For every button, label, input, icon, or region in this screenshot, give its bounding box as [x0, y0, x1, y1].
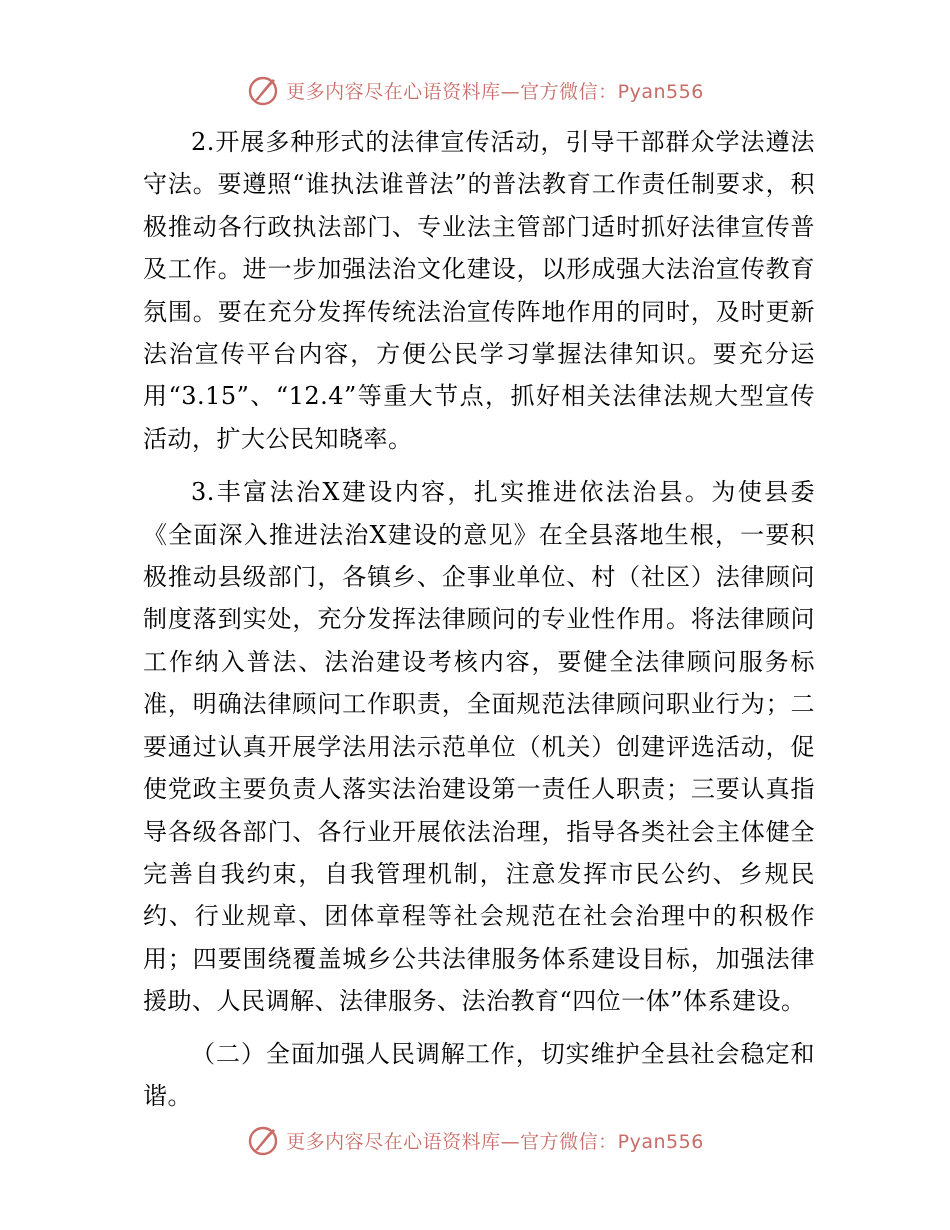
- paragraph-rule-of-law-construction: 3.丰富法治X建设内容，扎实推进依法治县。为使县委《全面深入推进法治X建设的意见》在全县落地生根，一要积极推动县级部门，各镇乡、企事业单位、村（社区）法律顾问制度落到实处，充分发挥法律顾问的专业性作用。将法律顾问工作纳入普法、法治建设考核内容，要健全法律顾问服务标准，明确法律顾问工作职责，全面规范法律顾问职业行为；二要通过认真开展学法用法示范单位（机关）创建评选活动，促使党政主要负责人落实法治建设第一责任人职责；三要认真指导各级各部门、各行业开展依法治理，指导各类社会主体健全完善自我约束，自我管理机制，注意发挥市民公约、乡规民约、行业规章、团体章程等社会规范在社会治理中的积极作用；四要围绕覆盖城乡公共法律服务体系建设目标，加强法律援助、人民调解、法律服务、法治教育“四位一体”体系建设。: [143, 478, 815, 1016]
- watermark-text: 更多内容尽在心语资料库—官方微信：Pyan556: [286, 80, 704, 103]
- pen-nib-logo-icon: [246, 72, 282, 108]
- watermark-footer: [0, 1120, 950, 1160]
- watermark-text: 更多内容尽在心语资料库—官方微信：Pyan556: [286, 1130, 704, 1153]
- paragraph-people-mediation: （二）全面加强人民调解工作，切实维护全县社会稳定和谐。: [143, 1039, 815, 1110]
- watermark-header: [0, 70, 950, 110]
- document-body: [143, 121, 815, 1117]
- pen-nib-logo-icon: [246, 1122, 282, 1158]
- paragraph-legal-publicity: 2.开展多种形式的法律宣传活动，引导干部群众学法遵法守法。要遵照“谁执法谁普法”的普法教育工作责任制要求，积极推动各行政执法部门、专业法主管部门适时抓好法律宣传普及工作。进一步加强法治文化建设，以形成强大法治宣传教育氛围。要在充分发挥传统法治宣传阵地作用的同时，及时更新法治宣传平台内容，方便公民学习掌握法律知识。要充分运用“3.15”、“12.4”等重大节点，抓好相关法律法规大型宣传活动，扩大公民知晓率。: [143, 128, 815, 453]
